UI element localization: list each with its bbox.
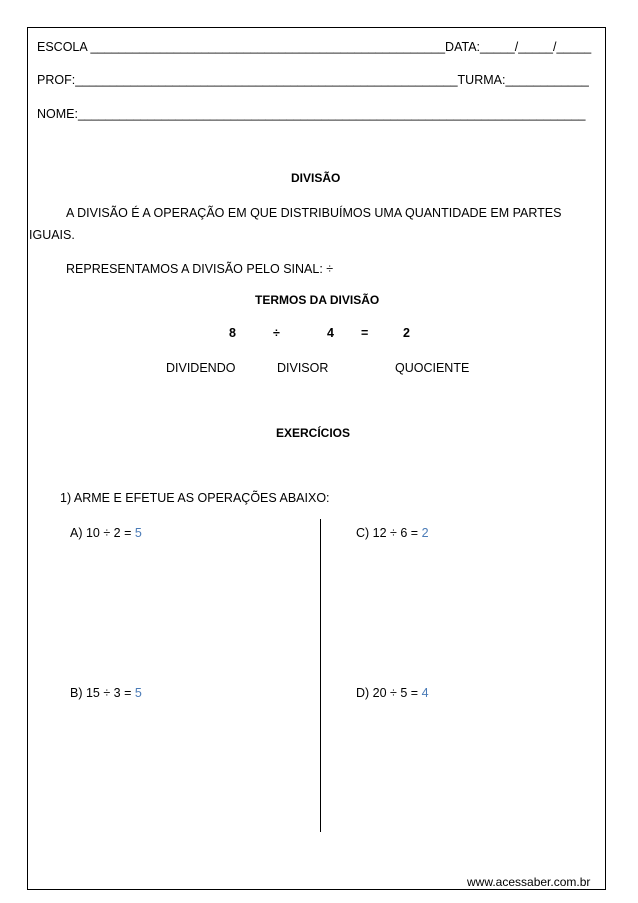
example-dividend: 8: [229, 326, 236, 340]
exercise-c: [356, 527, 429, 540]
label-dividend: DIVIDENDO: [166, 361, 236, 375]
terms-title: TERMOS DA DIVISÃO: [255, 293, 380, 307]
student-name-line: NOME:_________________________________________________________________________: [37, 107, 586, 121]
exercise-d: [356, 687, 429, 700]
exercise-d-answer: 4: [421, 686, 429, 700]
label-divisor: DIVISOR: [277, 361, 329, 375]
exercise-c-answer: 2: [421, 526, 429, 540]
exercise-b: [70, 687, 142, 700]
page-border: [27, 27, 606, 890]
example-division-sign: ÷: [273, 326, 280, 340]
exercise-a-label: A) 10 ÷ 2 =: [70, 526, 132, 540]
exercise-b-label: B) 15 ÷ 3 =: [70, 686, 132, 700]
exercise-b-answer: 5: [134, 686, 142, 700]
teacher-class-line: PROF:_______________________________________________________TURMA:____________: [37, 73, 589, 87]
sign-representation: REPRESENTAMOS A DIVISÃO PELO SINAL: ÷: [66, 262, 334, 276]
example-equals: =: [361, 326, 369, 340]
exercises-title: EXERCÍCIOS: [276, 426, 351, 440]
exercise-instruction: 1) ARME E EFETUE AS OPERAÇÕES ABAIXO:: [60, 491, 330, 505]
label-quotient: QUOCIENTE: [395, 361, 470, 375]
exercise-divider: [320, 519, 321, 832]
exercise-d-label: D) 20 ÷ 5 =: [356, 686, 419, 700]
definition-line-1: A DIVISÃO É A OPERAÇÃO EM QUE DISTRIBUÍMOS UMA QUANTIDADE EM PARTES: [66, 206, 562, 220]
exercise-a-answer: 5: [134, 526, 142, 540]
example-quotient: 2: [403, 326, 410, 340]
lesson-title: DIVISÃO: [291, 171, 341, 185]
exercise-c-label: C) 12 ÷ 6 =: [356, 526, 419, 540]
exercise-a: [70, 527, 142, 540]
example-divisor: 4: [327, 326, 334, 340]
school-date-line: ESCOLA ___________________________________________________DATA:_____/_____/_____: [37, 40, 592, 54]
definition-line-2: IGUAIS.: [29, 228, 75, 242]
website-footer: www.acessaber.com.br: [467, 875, 591, 889]
